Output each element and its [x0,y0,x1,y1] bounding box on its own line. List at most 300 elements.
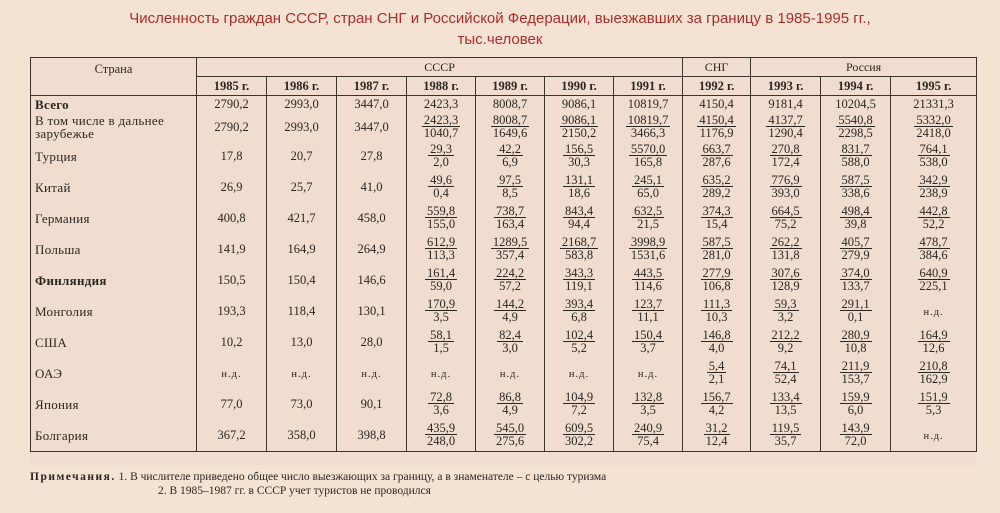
cell-value: 9086,1 [561,97,597,111]
table-cell [751,420,821,452]
notes-label: Примечания. [30,471,116,483]
table-cell [197,203,267,234]
fraction-value [425,267,457,292]
fraction-value [701,236,733,261]
fraction-value [840,422,872,447]
numerator-total: 102,4 [564,328,594,342]
fraction-value [840,391,872,416]
table-cell [476,172,545,203]
country-header: Страна [31,58,197,96]
denominator-tourism: 162,9 [919,372,948,386]
year-header: 1986 г. [267,77,337,96]
note-1: 1. В числителе приведено общее число выезжающих за границу, а в знаменателе – с целью туризма [118,471,607,483]
fraction-value [840,174,872,199]
numerator-total: 59,3 [774,297,797,311]
table-cell [683,203,751,234]
cell-value: 27,8 [360,149,383,163]
numerator-total: 170,9 [426,297,456,311]
numerator-total: 442,8 [919,204,948,218]
table-cell [337,420,407,452]
denominator-tourism: 30,3 [568,155,590,169]
table-cell [891,172,977,203]
table-cell [751,389,821,420]
table-cell [891,234,977,265]
fraction-value [629,236,667,261]
table-cell [751,113,821,141]
fraction-value [701,174,733,199]
denominator-tourism: 3466,3 [630,125,666,140]
cell-value: н.д. [361,369,382,380]
denominator-tourism: 65,0 [637,186,659,200]
table-cell [821,96,891,114]
table-cell [614,96,683,114]
group-ussr: СССР [197,58,683,77]
numerator-total: 640,9 [919,266,948,280]
denominator-tourism: 21,5 [637,217,659,231]
cell-value: 41,0 [360,180,383,194]
table-cell [267,389,337,420]
cell-value: 2790,2 [214,119,249,134]
cell-value: 17,8 [220,149,243,163]
fraction-value [494,205,526,230]
table-cell [476,420,545,452]
numerator-total: 210,8 [919,359,948,373]
denominator-tourism: 35,7 [774,434,797,448]
denominator-tourism: 15,4 [705,217,728,231]
country-name: Япония [31,389,197,420]
fraction-value [914,114,952,139]
table-cell [267,296,337,327]
cell-value: 367,2 [217,428,246,442]
numerator-total: 164,9 [919,328,948,342]
denominator-tourism: 13,5 [774,403,797,417]
table-cell [337,141,407,172]
group-cis: СНГ [683,58,751,77]
fraction-value [840,267,872,292]
table-cell [476,265,545,296]
fraction-value [428,143,454,168]
denominator-tourism: 113,3 [427,248,455,262]
cell-value: 164,9 [287,242,316,256]
table-cell [683,420,751,452]
table-cell [614,327,683,358]
fraction-value [428,329,454,354]
table-cell [751,358,821,389]
fraction-value [918,205,950,230]
numerator-total: 5,4 [708,359,725,373]
numerator-total: 435,9 [426,421,456,435]
denominator-tourism: 248,0 [426,434,456,448]
denominator-tourism: 0,4 [433,186,449,200]
fraction-value [918,143,950,168]
numerator-total: 224,2 [495,266,525,280]
table-cell [821,296,891,327]
year-header: 1993 г. [751,77,821,96]
numerator-total: 374,3 [702,204,731,218]
country-name: В том числе в дальнее зарубежье [31,113,197,141]
denominator-tourism: 114,6 [634,279,662,293]
denominator-tourism: 12,6 [922,341,945,355]
numerator-total: 156,5 [564,142,594,156]
cell-value: 3447,0 [354,119,389,134]
numerator-total: 738,7 [495,204,525,218]
numerator-total: 49,6 [430,173,452,187]
denominator-tourism: 6,0 [847,403,864,417]
table-cell [683,327,751,358]
denominator-tourism: 2150,2 [561,125,597,140]
fraction-value [425,205,457,230]
cell-value: 13,0 [290,335,313,349]
country-name: Китай [31,172,197,203]
denominator-tourism: 75,4 [637,434,659,448]
cell-value: н.д. [291,369,312,380]
fraction-value [425,236,457,261]
table-cell [267,172,337,203]
table-cell [337,389,407,420]
numerator-total: 270,8 [771,142,800,156]
cell-value: 421,7 [287,211,316,225]
cell-value: 2993,0 [284,119,319,134]
table-cell [751,141,821,172]
table-cell [476,234,545,265]
denominator-tourism: 3,2 [777,310,794,324]
fraction-value [840,298,872,323]
denominator-tourism: 3,5 [433,310,449,324]
table-cell [614,113,683,141]
cell-value: 28,0 [360,335,383,349]
fraction-value [701,205,733,230]
fraction-value [770,267,802,292]
numerator-total: 277,9 [702,266,731,280]
denominator-tourism: 11,1 [637,310,659,324]
denominator-tourism: 12,4 [705,434,728,448]
table-cell [683,113,751,141]
year-header: 1991 г. [614,77,683,96]
numerator-total: 612,9 [426,235,456,249]
denominator-tourism: 538,0 [919,155,948,169]
cell-value: 3447,0 [354,97,389,111]
table-cell [337,358,407,389]
numerator-total: 144,2 [495,297,525,311]
year-header: 1987 г. [337,77,407,96]
table-cell [407,389,476,420]
table-row [31,141,977,172]
denominator-tourism: 6,8 [571,310,587,324]
cell-value: 26,9 [220,180,243,194]
table-cell [545,265,614,296]
denominator-tourism: 3,7 [640,341,656,355]
table-cell [891,358,977,389]
numerator-total: 42,2 [499,142,521,156]
fraction-value [428,174,454,199]
table-cell [267,113,337,141]
table-cell [197,420,267,452]
group-russia: Россия [751,58,977,77]
numerator-total: 262,2 [771,235,800,249]
fraction-value [497,329,523,354]
denominator-tourism: 338,6 [841,186,870,200]
fraction-value [632,267,664,292]
year-header: 1985 г. [197,77,267,96]
cell-value: 150,5 [217,273,246,287]
country-name: Германия [31,203,197,234]
numerator-total: 3998,9 [630,235,666,249]
table-cell [197,96,267,114]
table-cell [407,327,476,358]
cell-value: н.д. [923,431,944,442]
table-cell [545,203,614,234]
numerator-total: 291,1 [841,297,870,311]
table-notes [30,470,976,498]
fraction-value [701,329,733,354]
table-cell [683,389,751,420]
table-cell [891,113,977,141]
table-row [31,389,977,420]
table-cell [337,296,407,327]
numerator-total: 123,7 [633,297,663,311]
fraction-value [563,267,595,292]
table-row [31,358,977,389]
title-line-1: Численность граждан СССР, стран СНГ и Российской Федерации, выезжавших за границу в 1985-1995 гг., [129,10,871,27]
denominator-tourism: 172,4 [771,155,800,169]
table-cell [545,234,614,265]
fraction-value [918,360,950,385]
fraction-value [770,205,802,230]
country-name: Турция [31,141,197,172]
fraction-value [840,360,872,385]
denominator-tourism: 287,6 [702,155,731,169]
table-row [31,113,977,141]
table-cell [197,265,267,296]
table-cell [407,234,476,265]
table-cell [614,420,683,452]
cell-value: 150,4 [287,273,316,287]
denominator-tourism: 10,3 [705,310,728,324]
cell-value: 90,1 [360,397,383,411]
table-cell [614,265,683,296]
fraction-value [770,174,802,199]
fraction-value [697,114,735,139]
fraction-value [632,329,664,354]
cell-value: 10204,5 [835,97,876,111]
cell-value: 264,9 [357,242,386,256]
fraction-value [632,174,664,199]
table-cell [614,389,683,420]
year-header: 1989 г. [476,77,545,96]
numerator-total: 72,8 [430,390,452,404]
table-cell [337,234,407,265]
table-cell [476,389,545,420]
denominator-tourism: 6,9 [502,155,518,169]
denominator-tourism: 238,9 [919,186,948,200]
fraction-value [491,114,529,139]
numerator-total: 843,4 [564,204,594,218]
numerator-total: 212,2 [771,328,800,342]
cell-value: 8008,7 [492,97,528,111]
country-name: Монголия [31,296,197,327]
fraction-value [701,391,733,416]
numerator-total: 443,5 [633,266,663,280]
table-cell [197,389,267,420]
table-cell [476,203,545,234]
fraction-value [563,422,595,447]
numerator-total: 5540,8 [838,112,873,127]
denominator-tourism: 357,4 [495,248,525,262]
emigration-table [30,57,977,452]
title-line-2: тыс.человек [457,31,543,48]
cell-value: 73,0 [290,397,313,411]
fraction-value [626,114,671,139]
denominator-tourism: 94,4 [568,217,590,231]
fraction-value [497,391,523,416]
denominator-tourism: 279,9 [841,248,870,262]
cell-value: н.д. [499,369,521,380]
cell-value: 458,0 [357,211,386,225]
denominator-tourism: 133,7 [841,279,870,293]
denominator-tourism: 2418,0 [916,125,951,140]
fraction-value [632,298,664,323]
fraction-value [563,298,595,323]
numerator-total: 29,3 [430,142,452,156]
table-cell [891,327,977,358]
denominator-tourism: 2298,5 [838,125,873,140]
fraction-value [770,422,802,447]
denominator-tourism: 52,2 [922,217,945,231]
table-cell [614,141,683,172]
numerator-total: 9086,1 [561,112,597,127]
table-cell [614,203,683,234]
denominator-tourism: 4,9 [502,403,518,417]
table-cell [197,296,267,327]
table-cell [407,96,476,114]
denominator-tourism: 163,4 [495,217,525,231]
fraction-value [770,143,802,168]
table-cell [197,172,267,203]
table-cell [683,172,751,203]
cell-value: н.д. [923,307,944,318]
table-cell [267,234,337,265]
denominator-tourism: 3,5 [640,403,656,417]
numerator-total: 211,9 [840,360,872,373]
numerator-total: 104,9 [564,390,594,404]
numerator-total: 2168,7 [561,235,597,249]
denominator-tourism: 2,0 [433,155,449,169]
denominator-tourism: 1290,4 [768,125,803,140]
fraction-value [918,174,950,199]
numerator-total: 498,4 [841,204,870,218]
cell-value: 130,1 [357,304,386,318]
numerator-total: 133,4 [771,390,800,404]
table-cell [267,141,337,172]
table-cell [476,358,545,389]
numerator-total: 831,7 [841,142,870,156]
table-cell [683,265,751,296]
denominator-tourism: 0,1 [847,310,864,324]
numerator-total: 280,9 [841,328,870,342]
table-cell [197,141,267,172]
numerator-total: 374,0 [841,266,870,280]
table-cell [821,172,891,203]
denominator-tourism: 393,0 [771,186,800,200]
table-cell [614,172,683,203]
table-cell [407,296,476,327]
fraction-value [425,298,457,323]
denominator-tourism: 57,2 [499,279,521,293]
table-cell [476,96,545,114]
denominator-tourism: 225,1 [919,279,948,293]
table-cell [407,113,476,141]
table-row [31,265,977,296]
table-cell [545,172,614,203]
denominator-tourism: 128,9 [771,279,800,293]
table-cell [821,389,891,420]
denominator-tourism: 18,6 [568,186,590,200]
fraction-value [632,205,664,230]
table-cell [197,358,267,389]
denominator-tourism: 588,0 [841,155,870,169]
cell-value: 358,0 [287,428,316,442]
table-cell [891,96,977,114]
denominator-tourism: 4,0 [708,341,725,355]
cell-value: н.д. [221,369,242,380]
fraction-value [836,114,874,139]
fraction-value [770,391,802,416]
country-name: Всего [31,96,197,114]
cell-value: 4150,4 [699,97,734,111]
table-cell [337,327,407,358]
table-row [31,420,977,452]
table-cell [476,113,545,141]
numerator-total: 4150,4 [699,112,734,127]
numerator-total: 1289,5 [492,235,528,249]
table-cell [891,203,977,234]
cell-value: 9181,4 [768,97,803,111]
cell-value: 21331,3 [913,97,954,111]
table-cell [545,113,614,141]
denominator-tourism: 131,8 [771,248,800,262]
numerator-total: 31,2 [705,421,728,435]
country-name: США [31,327,197,358]
denominator-tourism: 7,2 [571,403,587,417]
cell-value: 400,8 [217,211,246,225]
fraction-value [840,143,872,168]
cell-value: 141,9 [217,242,246,256]
denominator-tourism: 155,0 [426,217,456,231]
fraction-value [560,114,598,139]
cell-value: н.д. [430,369,452,380]
table-cell [683,96,751,114]
fraction-value [707,360,727,385]
table-cell [476,327,545,358]
denominator-tourism: 4,9 [502,310,518,324]
fraction-value [494,298,526,323]
numerator-total: 245,1 [633,173,663,187]
table-cell [614,296,683,327]
fraction-value [770,236,802,261]
table-cell [407,203,476,234]
table-cell [891,141,977,172]
numerator-total: 545,0 [495,421,525,435]
table-row [31,234,977,265]
table-cell [751,265,821,296]
fraction-value [422,114,460,139]
table-row [31,172,977,203]
cell-value: 146,6 [357,273,386,287]
denominator-tourism: 59,0 [430,279,452,293]
table-cell [751,203,821,234]
table-cell [267,203,337,234]
fraction-value [918,329,950,354]
